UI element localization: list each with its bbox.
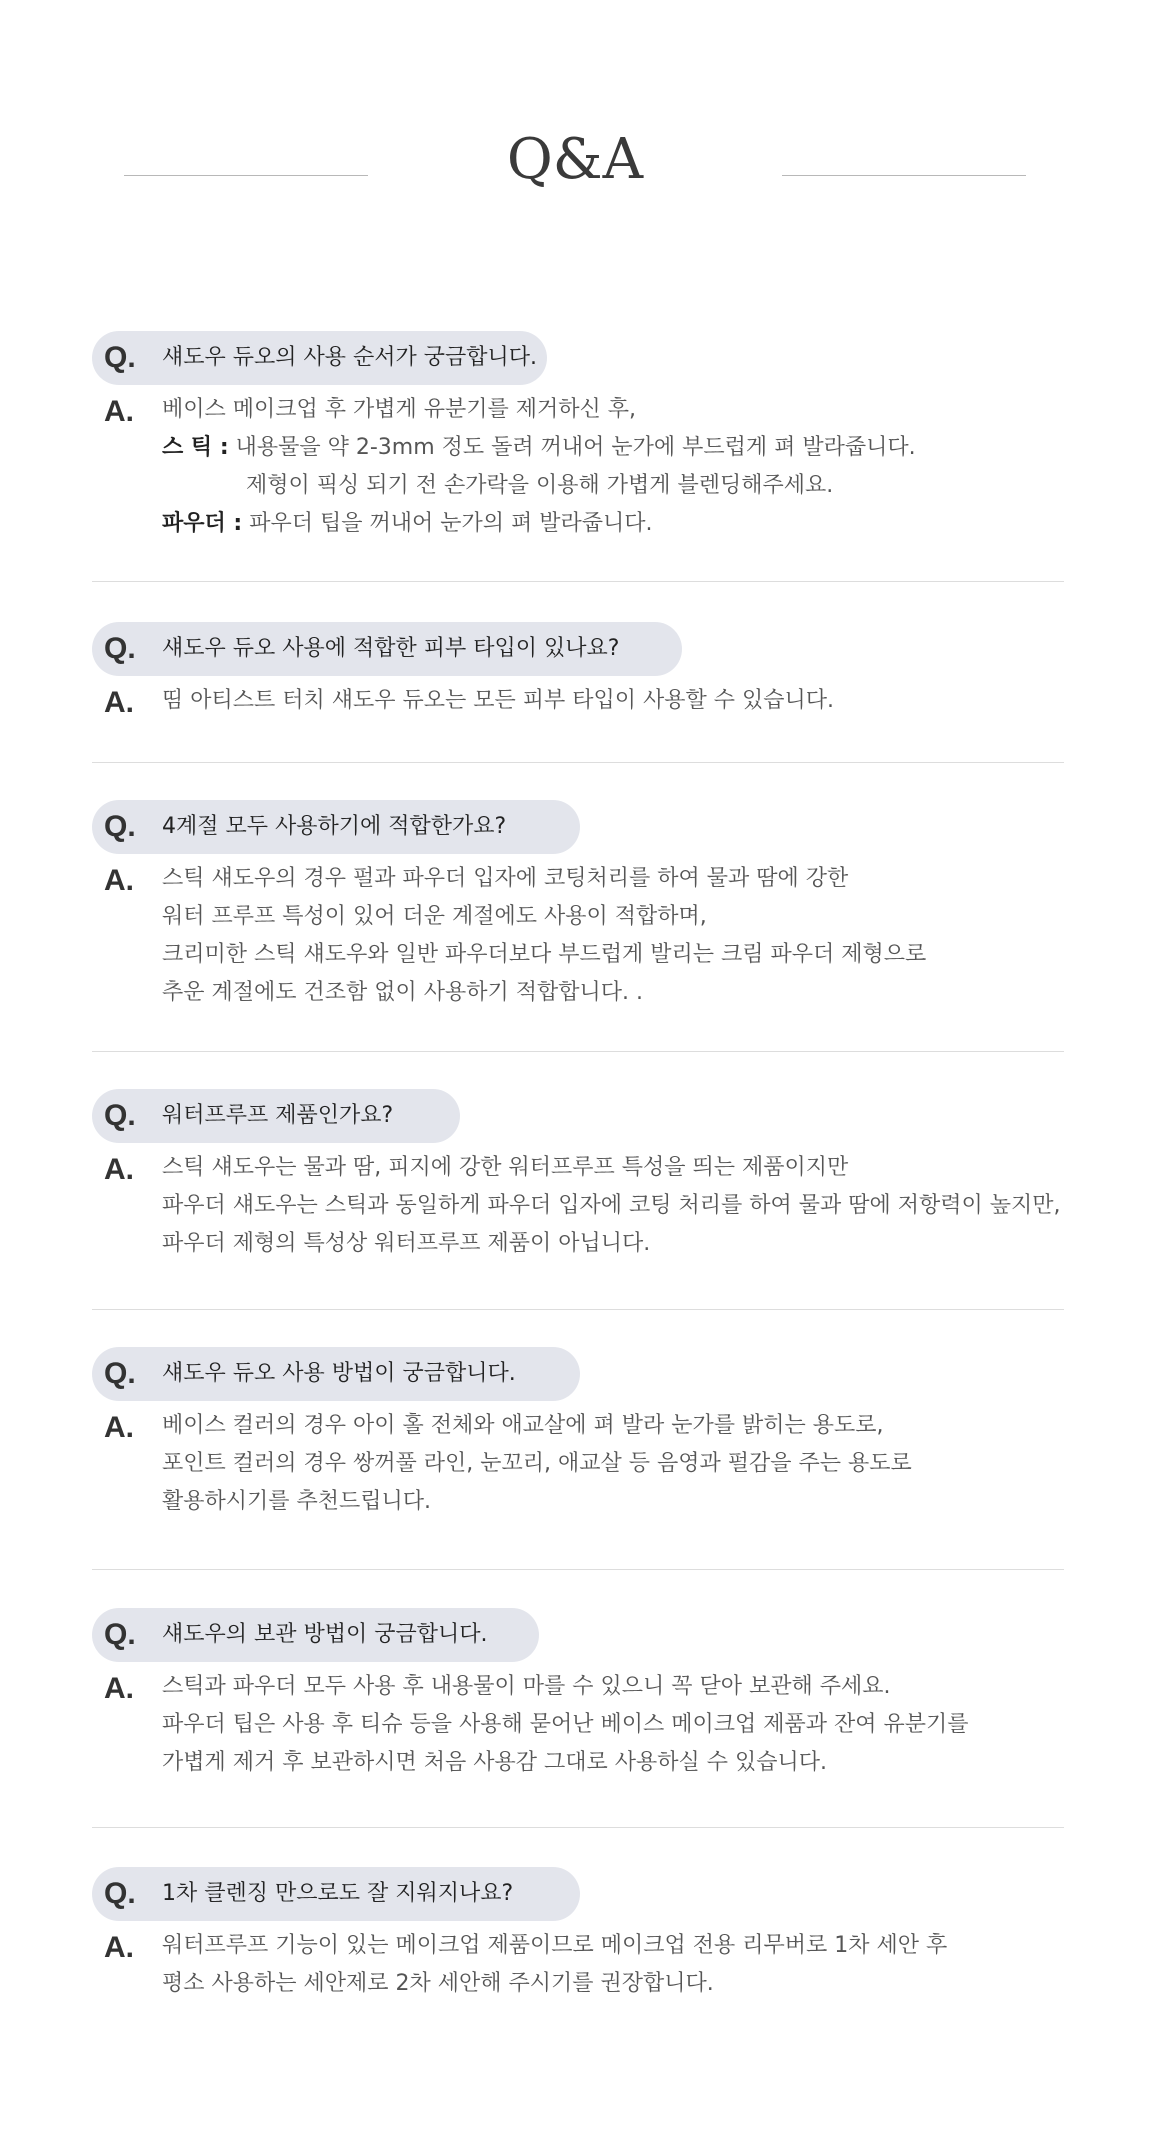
question-text: 섀도우 듀오 사용에 적합한 피부 타입이 있나요?: [162, 636, 620, 661]
answer-text: [162, 1668, 1067, 1782]
page-title: Q&A: [506, 127, 644, 192]
answer-text: [162, 1149, 1067, 1263]
answer-line-text: 파우더 팁은 사용 후 티슈 등을 사용해 묻어난 베이스 메이크업 제품과 잔여 유분기를: [162, 1712, 969, 1737]
answer-marker: A.: [104, 395, 134, 428]
answer-line-text: 추운 계절에도 건조함 없이 사용하기 적합합니다. .: [162, 980, 643, 1005]
answer-line-text: 크리미한 스틱 섀도우와 일반 파우더보다 부드럽게 발리는 크림 파우더 제형으로: [162, 942, 927, 967]
answer-line-text: 파우더 팁을 꺼내어 눈가의 펴 발라줍니다.: [242, 511, 653, 536]
answer-text: [162, 1927, 1067, 2003]
answer-row: [92, 1149, 1067, 1263]
answer-line: [162, 974, 1067, 1012]
answer-text: [162, 682, 1067, 720]
answer-row: [92, 391, 1067, 543]
answer-row: [92, 1407, 1067, 1521]
qa-item: [92, 1867, 1067, 2003]
section-divider: [92, 762, 1064, 763]
qa-item: [92, 331, 1067, 543]
answer-line: [162, 391, 1067, 429]
question-marker: Q.: [104, 341, 136, 374]
answer-marker: A.: [104, 1931, 134, 1964]
answer-line: [162, 1187, 1067, 1225]
answer-line: [162, 1965, 1067, 2003]
answer-line: [162, 1483, 1067, 1521]
question-row: [92, 1608, 1067, 1662]
answer-text: [162, 860, 1067, 1012]
question-marker: Q.: [104, 810, 136, 843]
question-marker: Q.: [104, 632, 136, 665]
answer-line: [162, 936, 1067, 974]
answer-marker: A.: [104, 686, 134, 719]
answer-line-text: 평소 사용하는 세안제로 2차 세안해 주시기를 권장합니다.: [162, 1971, 714, 1996]
section-divider: [92, 1827, 1064, 1828]
section-divider: [92, 1051, 1064, 1052]
answer-line-text: 베이스 메이크업 후 가볍게 유분기를 제거하신 후,: [162, 397, 636, 422]
answer-line-text: 포인트 컬러의 경우 쌍꺼풀 라인, 눈꼬리, 애교살 등 음영과 펄감을 주는 용도로: [162, 1451, 912, 1476]
answer-text: [162, 1407, 1067, 1521]
qa-item: [92, 622, 1067, 720]
section-divider: [92, 1569, 1064, 1570]
answer-marker: A.: [104, 864, 134, 897]
answer-line: [162, 1149, 1067, 1187]
question-text: 섀도우 듀오 사용 방법이 궁금합니다.: [162, 1361, 516, 1386]
answer-text: [162, 391, 1067, 543]
answer-line-text: 내용물을 약 2-3mm 정도 돌려 꺼내어 눈가에 부드럽게 펴 발라줍니다.: [228, 435, 916, 460]
question-text: 4계절 모두 사용하기에 적합한가요?: [162, 814, 507, 839]
question-row: [92, 331, 1067, 385]
answer-line: [162, 1706, 1067, 1744]
answer-line: [162, 898, 1067, 936]
answer-line-text: 스틱 섀도우의 경우 펄과 파우더 입자에 코팅처리를 하여 물과 땀에 강한: [162, 866, 849, 891]
section-divider: [92, 1309, 1064, 1310]
question-marker: Q.: [104, 1099, 136, 1132]
question-marker: Q.: [104, 1618, 136, 1651]
answer-line: [162, 467, 1067, 505]
answer-row: [92, 860, 1067, 1012]
answer-line: [162, 1927, 1067, 1965]
answer-label: 파우더 :: [162, 511, 243, 536]
answer-line: [162, 1407, 1067, 1445]
question-marker: Q.: [104, 1877, 136, 1910]
header-line-right: [782, 175, 1026, 176]
answer-marker: A.: [104, 1672, 134, 1705]
answer-line-text: 스틱과 파우더 모두 사용 후 내용물이 마를 수 있으니 꼭 닫아 보관해 주세요.: [162, 1674, 891, 1699]
answer-line: [162, 1744, 1067, 1782]
answer-label: 스 틱 :: [162, 435, 229, 460]
question-row: [92, 1347, 1067, 1401]
qa-item: [92, 1089, 1067, 1263]
answer-line-text: 파우더 섀도우는 스틱과 동일하게 파우더 입자에 코팅 처리를 하여 물과 땀에 저항력이 높지만,: [162, 1193, 1061, 1218]
answer-line-text: 베이스 컬러의 경우 아이 홀 전체와 애교살에 펴 발라 눈가를 밝히는 용도로,: [162, 1413, 884, 1438]
question-text: 섀도우의 보관 방법이 궁금합니다.: [162, 1622, 488, 1647]
question-text: 1차 클렌징 만으로도 잘 지워지나요?: [162, 1881, 514, 1906]
answer-line-text: 워터 프루프 특성이 있어 더운 계절에도 사용이 적합하며,: [162, 904, 707, 929]
answer-line: [162, 860, 1067, 898]
answer-line-text: 활용하시기를 추천드립니다.: [162, 1489, 432, 1514]
qa-item: [92, 800, 1067, 1012]
question-row: [92, 1867, 1067, 1921]
question-marker: Q.: [104, 1357, 136, 1390]
answer-line: [162, 429, 1067, 467]
answer-line: [162, 505, 1067, 543]
answer-marker: A.: [104, 1153, 134, 1186]
answer-line-text: 제형이 픽싱 되기 전 손가락을 이용해 가볍게 블렌딩해주세요.: [246, 473, 834, 498]
answer-line: [162, 1225, 1067, 1263]
question-row: [92, 1089, 1067, 1143]
answer-line-text: 스틱 섀도우는 물과 땀, 피지에 강한 워터프루프 특성을 띄는 제품이지만: [162, 1155, 849, 1180]
section-divider: [92, 581, 1064, 582]
answer-row: [92, 1927, 1067, 2003]
answer-line-text: 가볍게 제거 후 보관하시면 처음 사용감 그대로 사용하실 수 있습니다.: [162, 1750, 827, 1775]
qa-item: [92, 1347, 1067, 1521]
answer-line: [162, 682, 1067, 720]
question-row: [92, 800, 1067, 854]
qa-item: [92, 1608, 1067, 1782]
question-text: 섀도우 듀오의 사용 순서가 궁금합니다.: [162, 345, 537, 370]
question-row: [92, 622, 1067, 676]
answer-line: [162, 1445, 1067, 1483]
answer-marker: A.: [104, 1411, 134, 1444]
answer-row: [92, 1668, 1067, 1782]
answer-line-text: 워터프루프 기능이 있는 메이크업 제품이므로 메이크업 전용 리무버로 1차 세안 후: [162, 1933, 948, 1958]
answer-row: [92, 682, 1067, 720]
question-text: 워터프루프 제품인가요?: [162, 1103, 394, 1128]
answer-line-text: 파우더 제형의 특성상 워터프루프 제품이 아닙니다.: [162, 1231, 651, 1256]
answer-line: [162, 1668, 1067, 1706]
answer-line-text: 띰 아티스트 터치 섀도우 듀오는 모든 피부 타입이 사용할 수 있습니다.: [162, 688, 834, 713]
